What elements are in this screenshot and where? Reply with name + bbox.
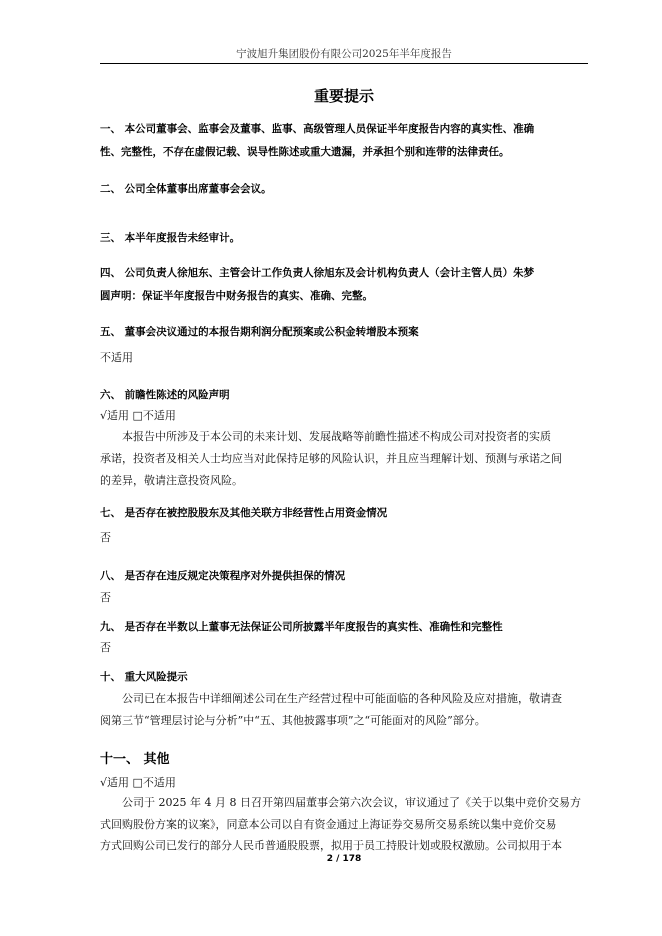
section-7-body: 否 (100, 531, 111, 544)
page-number: 2 / 178 (326, 854, 362, 864)
section-11-applicability: √适用 □不适用 (100, 776, 176, 789)
section-11-body-line-3: 方式回购公司已发行的部分人民币普通股股票，拟用于员工持股计划或股权激励。公司拟用于本 (100, 839, 562, 852)
section-9-heading: 九、 是否存在半数以上董事无法保证公司所披露半年度报告的真实性、准确性和完整性 (100, 621, 503, 633)
section-11-body-line-2: 式回购股份方案的议案》，同意本公司以自有资金通过上海证券交易所交易系统以集中竞价交易 (100, 818, 557, 831)
section-10-body-line-2: 阅第三节“管理层讨论与分析”中“五、其他披露事项”之“可能面对的风险”部分。 (100, 714, 486, 727)
section-7-heading: 七、 是否存在被控股股东及其他关联方非经营性占用资金情况 (100, 507, 388, 519)
section-5-heading: 五、 董事会决议通过的本报告期利润分配预案或公积金转增股本预案 (100, 326, 419, 338)
section-9-body: 否 (100, 641, 111, 654)
section-6-body-line-3: 的差异，敬请注意投资风险。 (100, 474, 243, 487)
section-5-body: 不适用 (100, 351, 133, 364)
section-2-heading: 二、 公司全体董事出席董事会会议。 (100, 183, 272, 195)
page-header: 宁波旭升集团股份有限公司2025年半年度报告 (236, 48, 452, 60)
section-3-heading: 三、 本半年度报告未经审计。 (100, 232, 241, 244)
section-8-body: 否 (100, 591, 111, 604)
section-11-heading: 十一、 其他 (100, 752, 170, 767)
section-6-body-line-1: 本报告中所涉及于本公司的未来计划、发展战略等前瞻性描述不构成公司对投资者的实质 (122, 430, 551, 443)
section-11-body-line-1: 公司于 2025 年 4 月 8 日召开第四届董事会第六次会议，审议通过了《关于以集中竞价交易方 (122, 796, 581, 809)
header-divider (100, 63, 588, 64)
section-1-line-1: 一、 本公司董事会、监事会及董事、监事、高级管理人员保证半年度报告内容的真实性、准确 (100, 123, 535, 135)
section-10-heading: 十、 重大风险提示 (100, 671, 188, 683)
section-6-body-line-2: 承诺，投资者及相关人士均应当对此保持足够的风险认识，并且应当理解计划、预测与承诺之间 (100, 452, 562, 465)
section-8-heading: 八、 是否存在违反规定决策程序对外提供担保的情况 (100, 570, 346, 582)
section-6-applicability: √适用 □不适用 (100, 409, 176, 422)
section-10-body-line-1: 公司已在本报告中详细阐述公司在生产经营过程中可能面临的各种风险及应对措施，敬请查 (122, 692, 562, 705)
section-1-line-2: 性、完整性，不存在虚假记载、误导性陈述或重大遗漏，并承担个别和连带的法律责任。 (100, 146, 510, 158)
section-6-heading: 六、 前瞻性陈述的风险声明 (100, 389, 230, 401)
section-4-line-2: 圆声明：保证半年度报告中财务报告的真实、准确、完整。 (100, 290, 373, 302)
section-4-line-1: 四、 公司负责人徐旭东、主管会计工作负责人徐旭东及会计机构负责人（会计主管人员）朱梦 (100, 267, 535, 279)
page-title: 重要提示 (313, 87, 374, 105)
